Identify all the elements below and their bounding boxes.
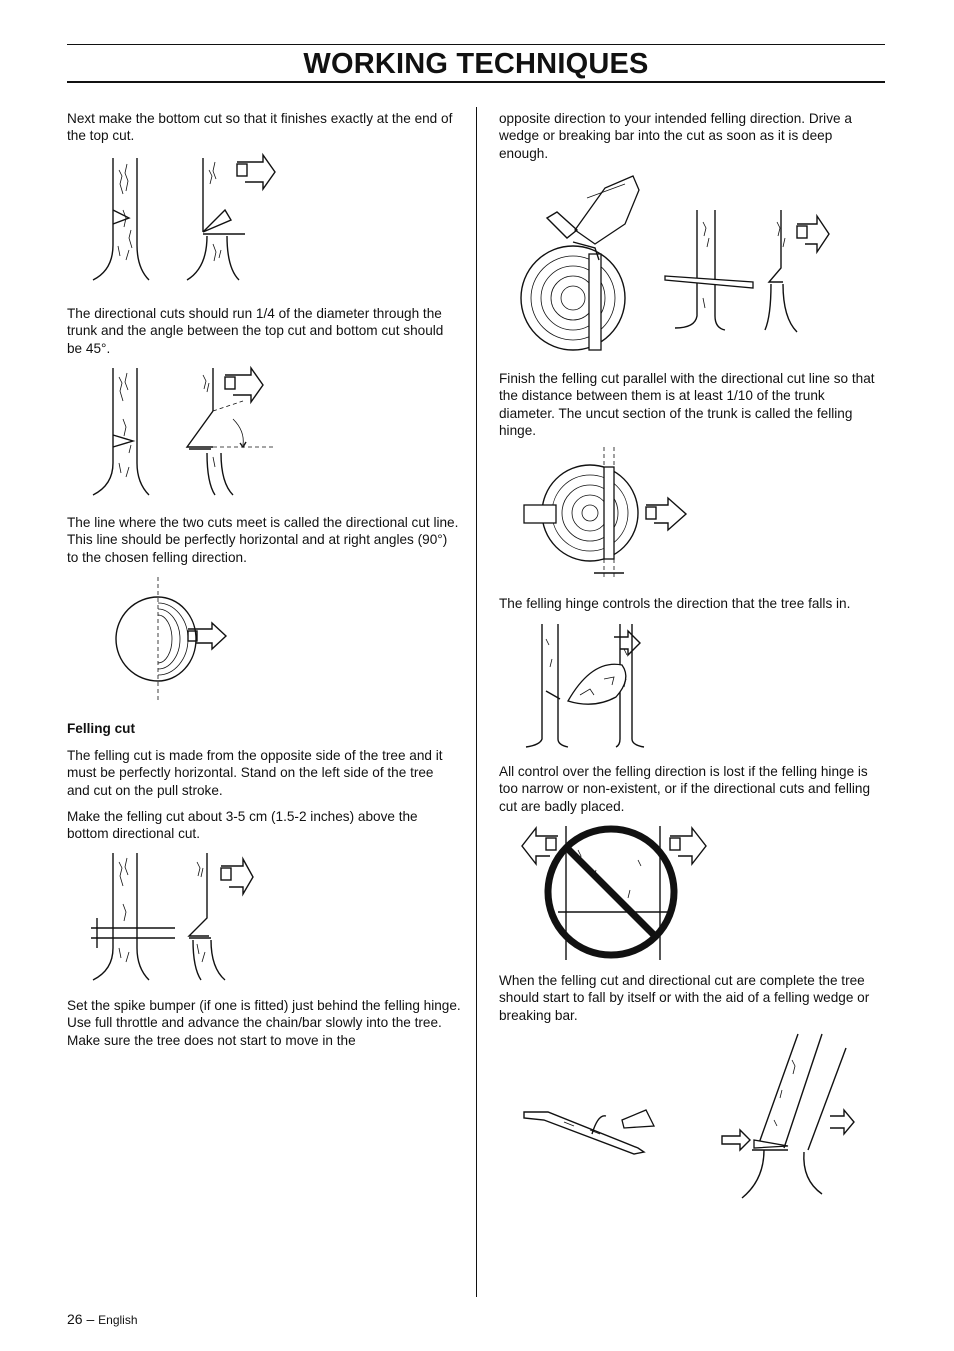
footer-separator: – — [86, 1311, 95, 1327]
page-title: WORKING TECHNIQUES — [303, 48, 649, 80]
felling-direction-arrow-icon — [830, 1110, 854, 1134]
felling-direction-arrow-icon — [670, 828, 706, 864]
figure-felling-hinge-top-view — [520, 443, 700, 583]
right-paragraph-tree-falls: When the felling cut and directional cut are complete the tree should start to fall by itself or with the aid of a felling wedge or breaking bar. — [499, 973, 870, 1023]
left-paragraph-directional-cuts: The directional cuts should run 1/4 of the diameter through the trunk and the angle between the top cut and bottom cut should be 45°. — [67, 306, 444, 356]
page-number: 26 — [67, 1311, 83, 1327]
right-paragraph-hinge-controls: The felling hinge controls the direction that the tree falls in. — [499, 596, 851, 611]
left-paragraph-felling-height: Make the felling cut about 3-5 cm (1.5-2 inches) above the bottom directional cut. — [67, 809, 418, 842]
figure-45-degree-angle — [85, 363, 285, 503]
felling-direction-arrow-icon — [646, 498, 686, 530]
right-paragraph-control-lost: All control over the felling direction is lost if the felling hinge is too narrow or non-existent, or if the directional cuts and felling cut are badly placed. — [499, 764, 871, 814]
figure-chainsaw-and-wedge — [515, 168, 845, 363]
section-heading-felling-cut: Felling cut — [67, 721, 135, 736]
figure-bottom-cut — [85, 150, 285, 285]
figure-felling-cut-height — [85, 848, 285, 986]
left-paragraph-bottom-cut: Next make the bottom cut so that it finishes exactly at the end of the top cut. — [67, 111, 453, 144]
felling-direction-arrow-icon — [797, 216, 829, 252]
felling-direction-arrow-icon — [225, 368, 263, 402]
left-paragraph-directional-cut-line: The line where the two cuts meet is called the directional cut line. This line should be perfectly horizontal and at right angles (90°) to the chosen felling direction. — [67, 515, 459, 565]
page-footer — [67, 1311, 138, 1327]
figure-wedge-and-breaking-bar — [518, 1030, 858, 1205]
felling-direction-arrow-icon — [614, 631, 640, 655]
felling-direction-arrow-icon — [188, 623, 226, 649]
column-divider — [476, 107, 477, 1297]
figure-bad-placement-prohibited — [518, 820, 718, 970]
prohibited-sign-icon — [548, 829, 674, 955]
header-bottom-rule — [67, 81, 885, 83]
felling-direction-arrow-icon — [237, 155, 275, 189]
figure-hinge-direction — [520, 619, 650, 749]
figure-directional-cut-line-top-view — [88, 575, 238, 705]
felling-direction-arrow-icon — [221, 859, 253, 894]
right-paragraph-felling-hinge: Finish the felling cut parallel with the directional cut line so that the distance between them is at least 1/10 of the trunk diameter. The uncut section of the trunk is called the felling hinge. — [499, 371, 875, 439]
left-paragraph-felling-cut: The felling cut is made from the opposite side of the tree and it must be perfectly horizontal. Stand on the left side of the tree and cut on the pull stroke. — [67, 748, 443, 798]
left-paragraph-spike-bumper: Set the spike bumper (if one is fitted) just behind the felling hinge. Use full throttle and advance the chain/bar slowly into the tree. Make sure the tree does not start to move in the — [67, 998, 461, 1048]
felling-direction-arrow-icon — [522, 828, 558, 864]
footer-language: English — [98, 1313, 138, 1327]
header-top-rule — [67, 44, 885, 45]
right-paragraph-wedge: opposite direction to your intended felling direction. Drive a wedge or breaking bar into the cut as soon as it is deep enough. — [499, 111, 852, 161]
